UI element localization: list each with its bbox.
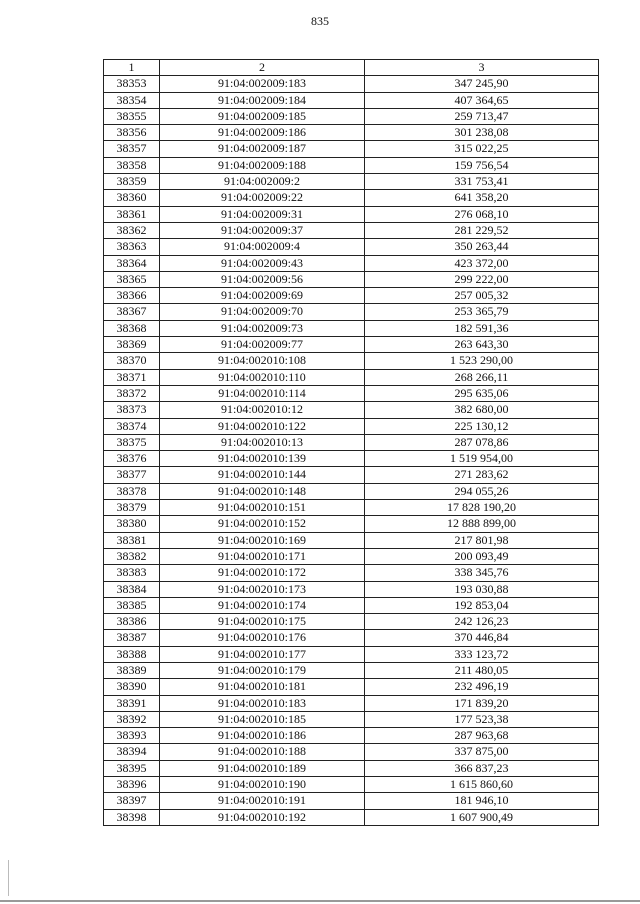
- table-row: [104, 581, 599, 597]
- table-row: [104, 614, 599, 630]
- cadastral-value-cell: 200 093,49: [365, 548, 599, 564]
- table-row: [104, 500, 599, 516]
- row-number-cell: 38389: [104, 662, 160, 678]
- cadastral-value-cell: 382 680,00: [365, 402, 599, 418]
- row-number-cell: 38397: [104, 793, 160, 809]
- cadastral-number-cell: 91:04:002010:173: [160, 581, 365, 597]
- cadastral-value-cell: 347 245,90: [365, 76, 599, 92]
- cadastral-value-cell: 294 055,26: [365, 483, 599, 499]
- row-number-cell: 38380: [104, 516, 160, 532]
- row-number-cell: 38376: [104, 451, 160, 467]
- cadastral-number-cell: 91:04:002010:181: [160, 679, 365, 695]
- cadastral-number-cell: 91:04:002010:108: [160, 353, 365, 369]
- cadastral-value-cell: 641 358,20: [365, 190, 599, 206]
- row-number-cell: 38384: [104, 581, 160, 597]
- cadastral-number-cell: 91:04:002010:185: [160, 711, 365, 727]
- row-number-cell: 38390: [104, 679, 160, 695]
- table-row: [104, 809, 599, 825]
- table-row: [104, 728, 599, 744]
- row-number-cell: 38362: [104, 222, 160, 238]
- row-number-cell: 38361: [104, 206, 160, 222]
- cadastral-value-cell: 259 713,47: [365, 108, 599, 124]
- table-row: [104, 125, 599, 141]
- cadastral-value-cell: 217 801,98: [365, 532, 599, 548]
- table-row: [104, 418, 599, 434]
- cadastral-number-cell: 91:04:002009:185: [160, 108, 365, 124]
- cadastral-number-cell: 91:04:002010:152: [160, 516, 365, 532]
- cadastral-number-cell: 91:04:002010:189: [160, 760, 365, 776]
- cadastral-value-cell: 17 828 190,20: [365, 500, 599, 516]
- table-row: [104, 646, 599, 662]
- row-number-cell: 38354: [104, 92, 160, 108]
- cadastral-number-cell: 91:04:002010:176: [160, 630, 365, 646]
- row-number-cell: 38386: [104, 614, 160, 630]
- table-row: [104, 337, 599, 353]
- cadastral-number-cell: 91:04:002010:139: [160, 451, 365, 467]
- row-number-cell: 38363: [104, 239, 160, 255]
- cadastral-number-cell: 91:04:002009:56: [160, 271, 365, 287]
- table-row: [104, 304, 599, 320]
- row-number-cell: 38392: [104, 711, 160, 727]
- table-row: [104, 222, 599, 238]
- cadastral-number-cell: 91:04:002010:192: [160, 809, 365, 825]
- row-number-cell: 38393: [104, 728, 160, 744]
- cadastral-value-cell: 1 523 290,00: [365, 353, 599, 369]
- row-number-cell: 38370: [104, 353, 160, 369]
- cadastral-number-cell: 91:04:002009:183: [160, 76, 365, 92]
- cadastral-value-cell: 333 123,72: [365, 646, 599, 662]
- row-number-cell: 38375: [104, 434, 160, 450]
- cadastral-number-cell: 91:04:002009:4: [160, 239, 365, 255]
- cadastral-number-cell: 91:04:002010:144: [160, 467, 365, 483]
- table-row: [104, 777, 599, 793]
- table-row: [104, 711, 599, 727]
- column-header-1: 1: [104, 60, 160, 76]
- cadastral-number-cell: 91:04:002010:172: [160, 565, 365, 581]
- table-row: [104, 141, 599, 157]
- cadastral-value-table: [103, 59, 599, 826]
- cadastral-number-cell: 91:04:002010:122: [160, 418, 365, 434]
- row-number-cell: 38355: [104, 108, 160, 124]
- cadastral-value-cell: 225 130,12: [365, 418, 599, 434]
- table-row: [104, 760, 599, 776]
- cadastral-number-cell: 91:04:002010:171: [160, 548, 365, 564]
- row-number-cell: 38364: [104, 255, 160, 271]
- table-row: [104, 239, 599, 255]
- row-number-cell: 38383: [104, 565, 160, 581]
- cadastral-number-cell: 91:04:002009:2: [160, 174, 365, 190]
- cadastral-value-cell: 366 837,23: [365, 760, 599, 776]
- row-number-cell: 38374: [104, 418, 160, 434]
- cadastral-number-cell: 91:04:002010:175: [160, 614, 365, 630]
- cadastral-number-cell: 91:04:002010:188: [160, 744, 365, 760]
- table-row: [104, 369, 599, 385]
- row-number-cell: 38368: [104, 320, 160, 336]
- table-row: [104, 744, 599, 760]
- cadastral-number-cell: 91:04:002009:188: [160, 157, 365, 173]
- table-row: [104, 565, 599, 581]
- cadastral-value-cell: 299 222,00: [365, 271, 599, 287]
- cadastral-value-cell: 338 345,76: [365, 565, 599, 581]
- row-number-cell: 38359: [104, 174, 160, 190]
- cadastral-number-cell: 91:04:002009:69: [160, 288, 365, 304]
- cadastral-number-cell: 91:04:002010:110: [160, 369, 365, 385]
- cadastral-value-cell: 177 523,38: [365, 711, 599, 727]
- cadastral-value-cell: 1 615 860,60: [365, 777, 599, 793]
- row-number-cell: 38367: [104, 304, 160, 320]
- cadastral-value-cell: 242 126,23: [365, 614, 599, 630]
- row-number-cell: 38373: [104, 402, 160, 418]
- cadastral-value-cell: 268 266,11: [365, 369, 599, 385]
- cadastral-number-cell: 91:04:002009:184: [160, 92, 365, 108]
- cadastral-value-cell: 232 496,19: [365, 679, 599, 695]
- row-number-cell: 38394: [104, 744, 160, 760]
- table-body: [104, 76, 599, 826]
- cadastral-number-cell: 91:04:002010:191: [160, 793, 365, 809]
- cadastral-number-cell: 91:04:002010:186: [160, 728, 365, 744]
- table-row: [104, 190, 599, 206]
- table-row: [104, 206, 599, 222]
- cadastral-number-cell: 91:04:002009:77: [160, 337, 365, 353]
- table-row: [104, 532, 599, 548]
- cadastral-value-cell: 423 372,00: [365, 255, 599, 271]
- cadastral-value-cell: 350 263,44: [365, 239, 599, 255]
- cadastral-value-cell: 159 756,54: [365, 157, 599, 173]
- cadastral-value-cell: 193 030,88: [365, 581, 599, 597]
- table-row: [104, 793, 599, 809]
- row-number-cell: 38356: [104, 125, 160, 141]
- row-number-cell: 38378: [104, 483, 160, 499]
- table-row: [104, 353, 599, 369]
- table-row: [104, 467, 599, 483]
- table-row: [104, 76, 599, 92]
- row-number-cell: 38366: [104, 288, 160, 304]
- cadastral-value-cell: 281 229,52: [365, 222, 599, 238]
- row-number-cell: 38360: [104, 190, 160, 206]
- table-row: [104, 434, 599, 450]
- cadastral-number-cell: 91:04:002010:177: [160, 646, 365, 662]
- cadastral-value-cell: 407 364,65: [365, 92, 599, 108]
- row-number-cell: 38382: [104, 548, 160, 564]
- table-row: [104, 385, 599, 401]
- cadastral-value-cell: 331 753,41: [365, 174, 599, 190]
- table-row: [104, 271, 599, 287]
- cadastral-number-cell: 91:04:002010:174: [160, 597, 365, 613]
- row-number-cell: 38385: [104, 597, 160, 613]
- row-number-cell: 38353: [104, 76, 160, 92]
- cadastral-number-cell: 91:04:002010:12: [160, 402, 365, 418]
- cadastral-number-cell: 91:04:002010:179: [160, 662, 365, 678]
- table-header-row: [104, 60, 599, 76]
- row-number-cell: 38388: [104, 646, 160, 662]
- cadastral-value-cell: 276 068,10: [365, 206, 599, 222]
- cadastral-number-cell: 91:04:002009:186: [160, 125, 365, 141]
- table-row: [104, 108, 599, 124]
- cadastral-number-cell: 91:04:002010:148: [160, 483, 365, 499]
- column-header-2: 2: [160, 60, 365, 76]
- table-row: [104, 288, 599, 304]
- cadastral-number-cell: 91:04:002009:37: [160, 222, 365, 238]
- table-row: [104, 320, 599, 336]
- cadastral-number-cell: 91:04:002009:73: [160, 320, 365, 336]
- row-number-cell: 38371: [104, 369, 160, 385]
- cadastral-value-cell: 287 078,86: [365, 434, 599, 450]
- cadastral-number-cell: 91:04:002009:43: [160, 255, 365, 271]
- cadastral-value-cell: 271 283,62: [365, 467, 599, 483]
- cadastral-number-cell: 91:04:002010:114: [160, 385, 365, 401]
- column-header-3: 3: [365, 60, 599, 76]
- row-number-cell: 38398: [104, 809, 160, 825]
- table-row: [104, 483, 599, 499]
- cadastral-value-cell: 211 480,05: [365, 662, 599, 678]
- row-number-cell: 38381: [104, 532, 160, 548]
- row-number-cell: 38377: [104, 467, 160, 483]
- cadastral-value-cell: 181 946,10: [365, 793, 599, 809]
- scan-bottom-edge: [0, 900, 640, 902]
- cadastral-value-cell: 257 005,32: [365, 288, 599, 304]
- cadastral-number-cell: 91:04:002009:187: [160, 141, 365, 157]
- cadastral-number-cell: 91:04:002010:151: [160, 500, 365, 516]
- cadastral-number-cell: 91:04:002010:183: [160, 695, 365, 711]
- cadastral-value-cell: 370 446,84: [365, 630, 599, 646]
- row-number-cell: 38372: [104, 385, 160, 401]
- page-number: 835: [311, 14, 329, 28]
- row-number-cell: 38395: [104, 760, 160, 776]
- row-number-cell: 38357: [104, 141, 160, 157]
- row-number-cell: 38387: [104, 630, 160, 646]
- row-number-cell: 38365: [104, 271, 160, 287]
- cadastral-number-cell: 91:04:002010:169: [160, 532, 365, 548]
- cadastral-value-cell: 253 365,79: [365, 304, 599, 320]
- cadastral-value-cell: 337 875,00: [365, 744, 599, 760]
- row-number-cell: 38369: [104, 337, 160, 353]
- cadastral-value-cell: 171 839,20: [365, 695, 599, 711]
- table-row: [104, 174, 599, 190]
- table-row: [104, 695, 599, 711]
- cadastral-number-cell: 91:04:002009:22: [160, 190, 365, 206]
- cadastral-value-cell: 301 238,08: [365, 125, 599, 141]
- table-row: [104, 597, 599, 613]
- row-number-cell: 38396: [104, 777, 160, 793]
- cadastral-value-cell: 1 607 900,49: [365, 809, 599, 825]
- cadastral-value-cell: 182 591,36: [365, 320, 599, 336]
- row-number-cell: 38358: [104, 157, 160, 173]
- row-number-cell: 38379: [104, 500, 160, 516]
- table-row: [104, 402, 599, 418]
- cadastral-number-cell: 91:04:002010:190: [160, 777, 365, 793]
- table-row: [104, 548, 599, 564]
- table-row: [104, 679, 599, 695]
- table-row: [104, 630, 599, 646]
- table-row: [104, 516, 599, 532]
- cadastral-value-cell: 287 963,68: [365, 728, 599, 744]
- table-row: [104, 157, 599, 173]
- cadastral-number-cell: 91:04:002009:31: [160, 206, 365, 222]
- table-row: [104, 451, 599, 467]
- cadastral-number-cell: 91:04:002010:13: [160, 434, 365, 450]
- table-row: [104, 662, 599, 678]
- table-row: [104, 92, 599, 108]
- cadastral-value-cell: 263 643,30: [365, 337, 599, 353]
- cadastral-value-cell: 315 022,25: [365, 141, 599, 157]
- table-row: [104, 255, 599, 271]
- cadastral-value-cell: 1 519 954,00: [365, 451, 599, 467]
- cadastral-number-cell: 91:04:002009:70: [160, 304, 365, 320]
- cadastral-value-cell: 12 888 899,00: [365, 516, 599, 532]
- scan-margin-line: [8, 860, 9, 896]
- cadastral-value-cell: 192 853,04: [365, 597, 599, 613]
- cadastral-value-cell: 295 635,06: [365, 385, 599, 401]
- row-number-cell: 38391: [104, 695, 160, 711]
